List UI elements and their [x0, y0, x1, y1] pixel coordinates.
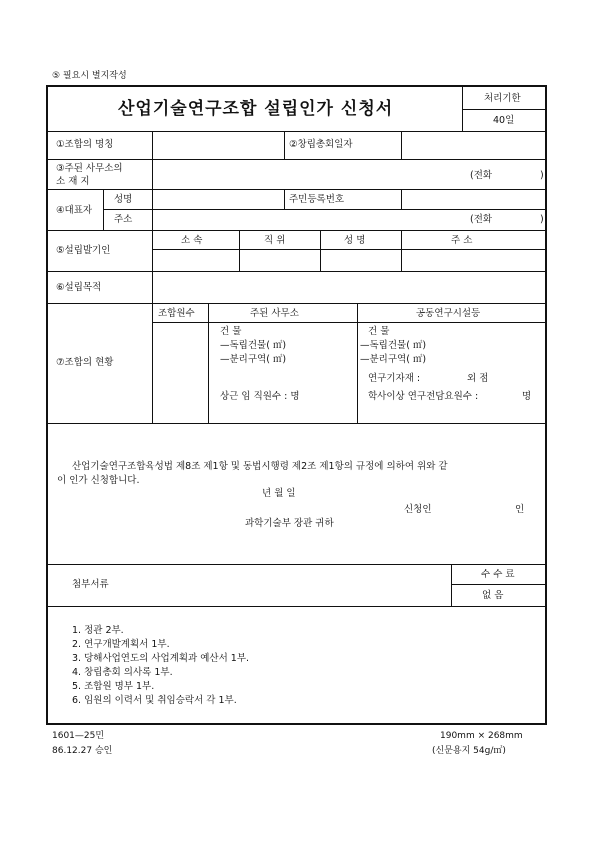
fee-value: 없 음	[482, 590, 504, 601]
divider	[47, 606, 546, 607]
addressee: 과학기술부 장관 귀하	[245, 518, 334, 529]
office-location-label-2: 소 재 지	[56, 176, 90, 187]
statement-line-2: 이 인가 신청합니다.	[57, 475, 140, 486]
divider	[47, 271, 546, 272]
office-independent: —독립건물( ㎡)	[220, 340, 287, 351]
rep-id-label: 주민등록번호	[289, 194, 345, 205]
status-col-facility: 공동연구시설등	[416, 308, 481, 319]
office-staff: 상근 임 직원수 : 명	[220, 391, 300, 402]
divider	[239, 230, 240, 271]
rep-phone-label: (전화	[470, 214, 493, 225]
facility-building: 건 물	[368, 326, 390, 337]
attachment-item: 4. 창립총회 의사록 1부.	[72, 667, 173, 678]
attachment-item: 1. 정관 2부.	[72, 625, 124, 636]
divider	[47, 423, 546, 424]
approval-date: 86.12.27 승인	[52, 746, 113, 756]
office-location-label-1: ③주된 사무소의	[56, 163, 123, 174]
office-building: 건 물	[220, 326, 242, 337]
rep-phone-close: )	[540, 214, 544, 225]
divider	[357, 303, 358, 423]
rep-name-label: 성명	[114, 194, 133, 205]
application-date: 년 월 일	[262, 488, 296, 499]
deadline-value: 40일	[493, 115, 515, 126]
divider	[47, 230, 546, 231]
applicant-label: 신청인	[404, 504, 432, 515]
status-col-members: 조합원수	[158, 308, 195, 319]
deadline-label: 처리기한	[484, 93, 521, 104]
org-name-label: ①조합의 명칭	[56, 139, 114, 150]
attachment-item: 3. 당해사업연도의 사업계획과 예산서 1부.	[72, 653, 250, 664]
purpose-label: ⑥설립목적	[56, 282, 102, 293]
form-title: 산업기술연구조합 설립인가 신청서	[118, 99, 394, 119]
divider	[47, 564, 546, 565]
divider	[47, 131, 546, 132]
divider	[208, 303, 209, 423]
office-phone-close: )	[540, 170, 544, 181]
top-note: ⑤ 필요시 별지작성	[52, 71, 127, 81]
divider	[401, 230, 402, 271]
seal-mark: 인	[515, 504, 525, 515]
divider	[47, 159, 546, 160]
founding-date-label: ②창립총회일자	[289, 139, 353, 150]
fee-label: 수 수 료	[481, 569, 515, 580]
office-phone-label: (전화	[470, 170, 493, 181]
divider	[462, 109, 546, 110]
attachment-item: 2. 연구개발계획서 1부.	[72, 639, 170, 650]
statement-line-1: 산업기술연구조합육성법 제8조 제1항 및 동법시행령 제2조 제1항의 규정에 의하여 위와 같	[72, 461, 448, 472]
paper-size: 190mm × 268mm	[440, 731, 523, 741]
divider	[401, 189, 402, 209]
divider	[103, 209, 546, 210]
status-col-office: 주된 사무소	[250, 308, 299, 319]
facility-equipment-unit: 외 점	[467, 373, 489, 384]
status-label: ⑦조합의 현황	[56, 357, 114, 368]
founders-col-address: 주 소	[451, 235, 473, 246]
founders-col-affiliation: 소 속	[181, 235, 203, 246]
divider	[47, 303, 546, 304]
divider	[152, 131, 153, 423]
divider	[47, 189, 546, 190]
rep-address-label: 주소	[114, 214, 133, 225]
divider	[451, 584, 546, 585]
facility-separate: —분리구역( ㎡)	[360, 354, 427, 365]
facility-independent: —독립건물( ㎡)	[360, 340, 427, 351]
divider	[152, 249, 546, 250]
founders-label: ⑤설립발기인	[56, 245, 111, 256]
founders-col-position: 직 위	[264, 235, 286, 246]
attachment-item: 5. 조합원 명부 1부.	[72, 681, 155, 692]
paper-type: (신문용지 54g/㎡)	[432, 746, 506, 756]
divider	[451, 564, 452, 606]
attachment-item: 6. 임원의 이력서 및 취임승락서 각 1부.	[72, 695, 237, 706]
founders-col-name: 성 명	[344, 235, 366, 246]
facility-researchers-unit: 명	[522, 391, 532, 402]
facility-equipment: 연구기자재 :	[368, 373, 421, 384]
form-number: 1601—25민	[52, 731, 105, 741]
office-separate: —분리구역( ㎡)	[220, 354, 287, 365]
divider	[401, 131, 402, 159]
attachments-label: 첨부서류	[72, 579, 109, 590]
divider	[152, 322, 546, 323]
facility-researchers: 학사이상 연구전담요원수 :	[368, 391, 479, 402]
divider	[284, 189, 285, 209]
representative-label: ④대표자	[56, 205, 93, 216]
divider	[320, 230, 321, 271]
divider	[284, 131, 285, 159]
